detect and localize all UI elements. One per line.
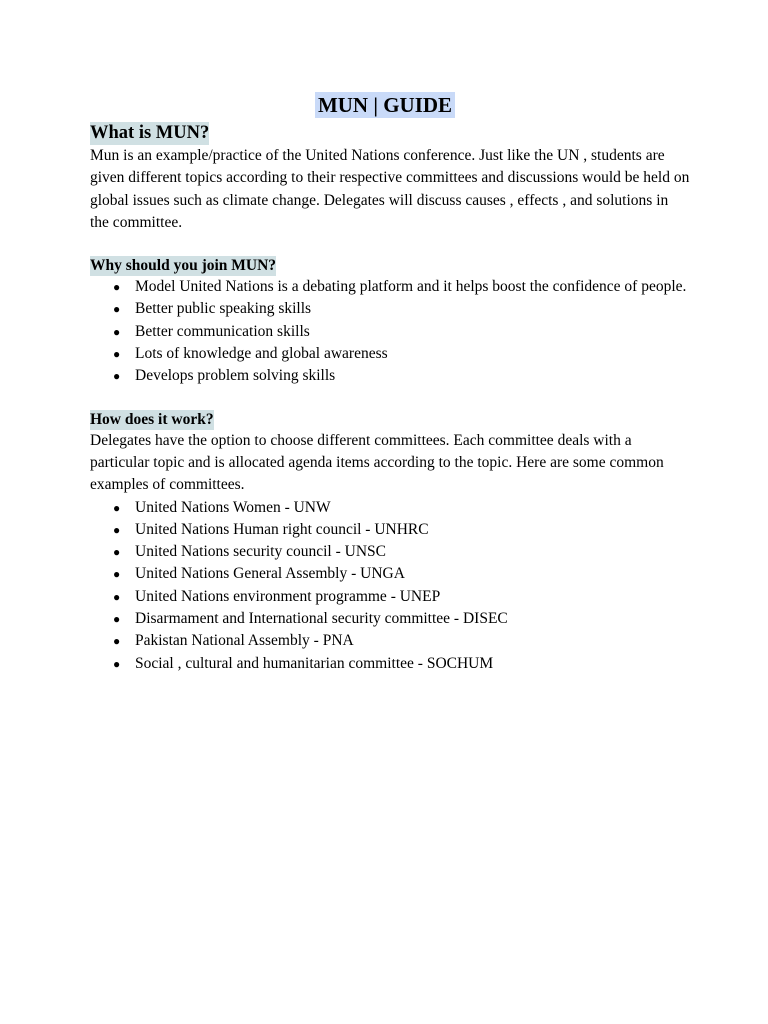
list-item: ● United Nations Women - UNW bbox=[90, 497, 690, 519]
bullet-icon: ● bbox=[113, 567, 121, 582]
list-item: ● Model United Nations is a debating platform and it helps boost the confidence of people. bbox=[90, 276, 690, 298]
list-item: ● United Nations security council - UNSC bbox=[90, 541, 690, 563]
paragraph-how-it-works: Delegates have the option to choose different committees. Each committee deals with a particular topic and is allocated agenda items according to the topic. Here are some common examples of committees. bbox=[90, 431, 664, 494]
spacer bbox=[90, 234, 690, 256]
list-item: ● United Nations General Assembly - UNGA bbox=[90, 563, 690, 585]
bullet-icon: ● bbox=[113, 347, 121, 362]
list-item: ● Lots of knowledge and global awareness bbox=[90, 343, 690, 365]
document-title: MUN | GUIDE bbox=[315, 92, 455, 118]
section-why-join bbox=[90, 256, 690, 387]
list-item: ● Pakistan National Assembly - PNA bbox=[90, 630, 690, 652]
title-row bbox=[90, 92, 680, 120]
document-page bbox=[90, 92, 690, 675]
list-item: ● Develops problem solving skills bbox=[90, 365, 690, 387]
why-join-list bbox=[90, 276, 690, 387]
bullet-icon: ● bbox=[113, 612, 121, 627]
list-item: ● Disarmament and International security committee - DISEC bbox=[90, 608, 690, 630]
spacer bbox=[90, 388, 690, 410]
list-item: ● Better communication skills bbox=[90, 321, 690, 343]
list-item: ● United Nations environment programme - UNEP bbox=[90, 586, 690, 608]
list-item: ● United Nations Human right council - UNHRC bbox=[90, 519, 690, 541]
bullet-icon: ● bbox=[113, 589, 121, 604]
bullet-icon: ● bbox=[113, 545, 121, 560]
section-what-is-mun bbox=[90, 120, 690, 234]
section-how-it-works bbox=[90, 410, 690, 675]
list-item: ● Social , cultural and humanitarian committee - SOCHUM bbox=[90, 653, 690, 675]
committee-list bbox=[90, 497, 690, 675]
paragraph-what-is-mun: Mun is an example/practice of the United Nations conference. Just like the UN , students are given different topics according to their respective committees and discussions would be held on global issues such as climate change. Delegates will discuss causes , effects , and solutions in the committee. bbox=[90, 147, 690, 231]
bullet-icon: ● bbox=[113, 656, 121, 671]
bullet-icon: ● bbox=[113, 324, 121, 339]
bullet-icon: ● bbox=[113, 522, 121, 537]
bullet-icon: ● bbox=[113, 280, 121, 295]
bullet-icon: ● bbox=[113, 302, 121, 317]
bullet-icon: ● bbox=[113, 634, 121, 649]
heading-what-is-mun: What is MUN? bbox=[90, 123, 210, 143]
bullet-icon: ● bbox=[113, 369, 121, 384]
heading-how-it-works: How does it work? bbox=[90, 410, 214, 428]
bullet-icon: ● bbox=[113, 500, 121, 515]
list-item: ● Better public speaking skills bbox=[90, 298, 690, 320]
heading-why-join: Why should you join MUN? bbox=[90, 257, 277, 275]
